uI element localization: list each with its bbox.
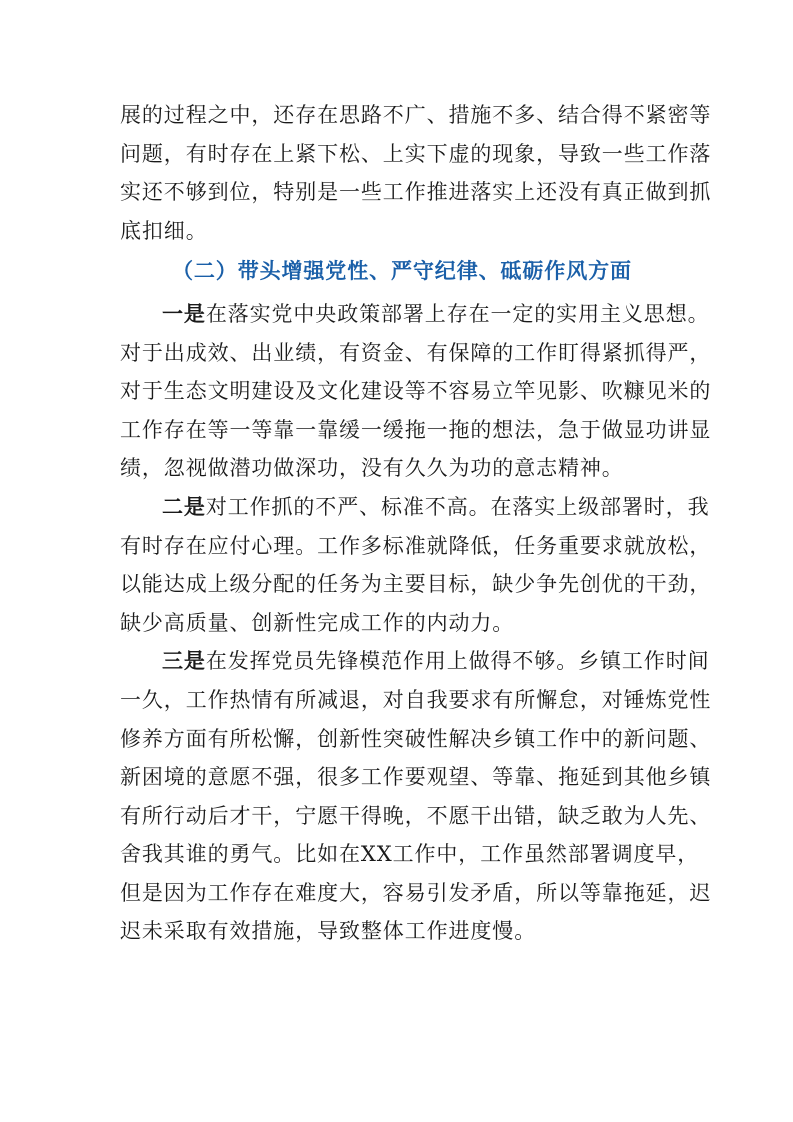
text-line: 实还不够到位，特别是一些工作推进落实上还没有真正做到抓 <box>120 180 712 205</box>
text-line: 以能达成上级分配的任务为主要目标，缺少争先创优的干劲， <box>120 572 712 597</box>
text-line <box>120 642 710 681</box>
text-line: 工作存在等一等靠一靠缓一缓拖一拖的想法，急于做显功讲显 <box>120 417 712 442</box>
text-line <box>120 488 710 527</box>
text-line: 底扣细。 <box>120 218 208 243</box>
text-line: 修养方面有所松懈，创新性突破性解决乡镇工作中的新问题、 <box>120 726 712 751</box>
text-line: 展的过程之中，还存在思路不广、措施不多、结合得不紧密等 <box>120 103 712 127</box>
lead-label: 三是 <box>162 648 206 674</box>
text-line: 对于生态文明建设及文化建设等不容易立竿见影、吹糠见米的 <box>120 379 712 404</box>
text-line: 绩，忽视做潜功做深功，没有久久为功的意志精神。 <box>120 456 624 481</box>
text-line: 有时存在应付心理。工作多标准就降低，任务重要求就放松， <box>120 533 712 558</box>
paragraph-two <box>120 488 712 642</box>
intro-paragraph <box>120 96 712 250</box>
text-line <box>120 295 710 334</box>
paragraph-three <box>120 642 712 951</box>
text-line: 有所行动后才干，宁愿干得晚，不愿干出错，缺乏敢为人先、 <box>120 803 712 828</box>
lead-label: 二是 <box>162 493 206 519</box>
text-line: 对于出成效、出业绩，有资金、有保障的工作盯得紧抓得严， <box>120 340 712 365</box>
text-line: 迟未采取有效措施，导致整体工作进度慢。 <box>120 919 537 944</box>
line-rest: 在落实党中央政策部署上存在一定的实用主义思想。 <box>205 301 710 326</box>
text-line: 新困境的意愿不强，很多工作要观望、等靠、拖延到其他乡镇 <box>120 765 712 790</box>
text-line: 舍我其谁的勇气。比如在XX工作中，工作虽然部署调度早， <box>120 842 700 867</box>
line-rest: 在发挥党员先锋模范作用上做得不够。乡镇工作时间 <box>205 649 710 674</box>
paragraph-one <box>120 295 712 488</box>
line-rest: 对工作抓的不严、标准不高。在落实上级部署时，我 <box>205 494 710 519</box>
document-page <box>120 96 712 951</box>
text-line: 一久，工作热情有所减退，对自我要求有所懈怠，对锤炼党性 <box>120 687 712 712</box>
text-line: 缺少高质量、创新性完成工作的内动力。 <box>120 610 515 635</box>
text-line: 但是因为工作存在难度大，容易引发矛盾，所以等靠拖延，迟 <box>120 880 712 905</box>
text-line: 问题，有时存在上紧下松、上实下虚的现象，导致一些工作落 <box>120 141 712 166</box>
section-heading: （二）带头增强党性、严守纪律、砥砺作风方面 <box>172 258 632 284</box>
lead-label: 一是 <box>162 300 206 326</box>
